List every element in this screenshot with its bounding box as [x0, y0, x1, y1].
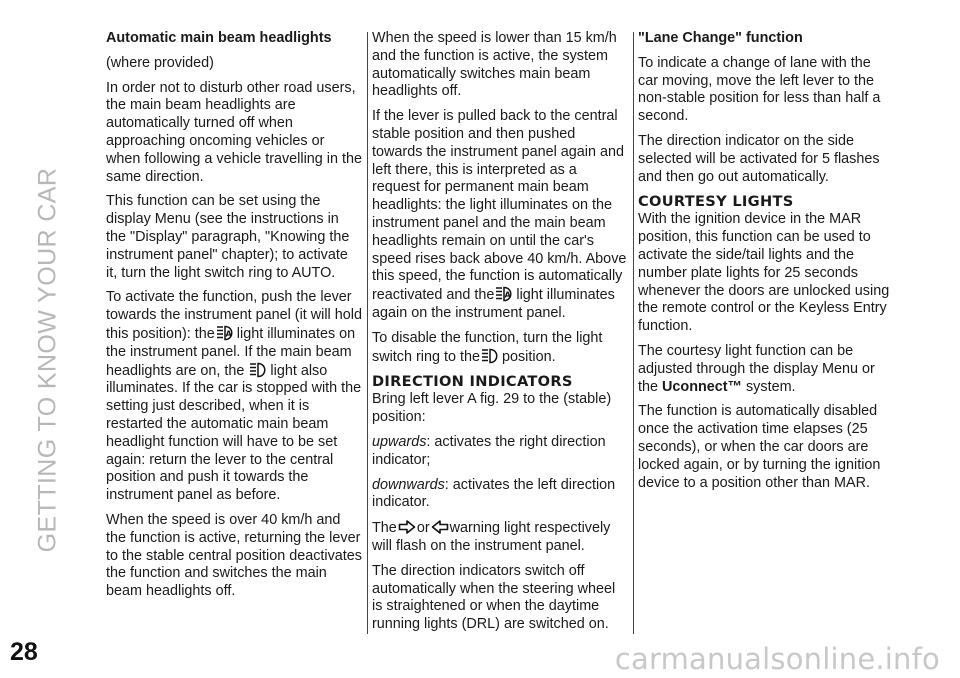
paragraph [638, 343, 894, 396]
paragraph: In order not to disturb other road users, the main beam headlights are automatically turned off when approaching oncoming vehicles or when following a vehicle travelling in the same direction. [106, 79, 362, 185]
paragraph: The direction indicators switch off automatically when the steering wheel is straightened or when the daytime running lights (DRL) are switched on. [372, 562, 616, 633]
chapter-side-label: GETTING TO KNOW YOUR CAR [33, 167, 62, 553]
text-run: light illuminates on the instrument panel. If the main beam headlights are on, the [106, 325, 356, 379]
text-run: If the lever is pulled back to the central stable position and then pushed towards the instrument panel again and left there, this is interpreted as a request for permanent main beam headlights: the light illuminates on the instrument panel and the main beam headlights remain on until the car's speed rises back above 40 km/h. Above this speed, the function is automatically reactivated and the [372, 108, 627, 304]
paragraph: Bring left lever A fig. 29 to the (stable) position: [372, 391, 612, 426]
heading-lane-change: "Lane Change" function [638, 30, 803, 46]
auto-main-beam-icon [216, 325, 236, 341]
text-run: light illuminates again on the instrument panel. [372, 287, 615, 321]
svg-text:A: A [504, 290, 512, 300]
label-downwards: downwards [372, 476, 445, 493]
text-run: To disable the function, turn the light switch ring to the [372, 329, 603, 365]
text-run: position. [501, 348, 556, 365]
text-run: or [416, 520, 430, 537]
paragraph [372, 477, 628, 513]
paragraph: With the ignition device in the MAR position, this function can be used to activate the side/tail lights and the number plate lights for 25 seconds whenever the doors are unlocked using the remote control or the Keyless Entry function. [638, 211, 890, 335]
page-number: 28 [10, 638, 38, 666]
column-divider-2 [633, 32, 634, 634]
paragraph: When the speed is over 40 km/h and the function is active, returning the lever to the stable central position deactivates the function and switches the main beam headlights off. [106, 511, 362, 600]
watermark: carmanualsonline.info [614, 642, 940, 676]
paragraph [372, 434, 628, 470]
paragraph: When the speed is lower than 15 km/h and the function is active, the system automatically switches main beam headlights off. [372, 30, 617, 100]
text-run: To activate the function, push the lever towards the instrument panel (it will hold this position): the [106, 289, 362, 342]
text-run: light also illuminates. If the car is stopped with the setting just described, when it is restarted the automatic main beam headlight function will have to be set again: return the lever to the central position and push it towards the instrument panel as before. [106, 362, 362, 504]
text-run: : activates the right direction indicator; [372, 433, 606, 468]
text-run: The [372, 520, 397, 537]
turn-right-arrow-icon [398, 519, 416, 535]
section-title-direction-indicators: DIRECTION INDICATORS [372, 373, 573, 391]
column-divider-1 [367, 32, 368, 634]
paragraph: The function is automatically disabled once the activation time elapses (25 seconds), or when the car doors are locked again, or by turning the ignition device to a position other than MAR. [638, 403, 881, 491]
paragraph: This function can be set using the display Menu (see the instructions in the "Display" paragraph, "Knowing the instrument panel" chapter); to activate it, turn the light switch ring to AUTO. [106, 193, 350, 281]
column-2 [372, 30, 628, 641]
uconnect-brand-text: Uconnect™ [662, 378, 742, 395]
section-title-courtesy-lights: COURTESY LIGHTS [638, 193, 794, 211]
text-run: warning light respectively will flash on the instrument panel. [372, 520, 611, 554]
column-3 [638, 30, 894, 499]
paragraph [372, 330, 628, 367]
paragraph [106, 289, 362, 505]
main-beam-icon [249, 362, 269, 378]
svg-text:A: A [225, 329, 232, 339]
text-run: system. [745, 378, 796, 395]
paragraph [372, 519, 628, 556]
column-1 [106, 30, 362, 608]
main-beam-icon [481, 348, 501, 364]
text-run: : activates the left direction indicator. [372, 476, 616, 511]
paragraph: (where provided) [106, 54, 214, 71]
paragraph: To indicate a change of lane with the car moving, move the left lever to the non-stable position for less than half a second. [638, 54, 881, 125]
paragraph: The direction indicator on the side selected will be activated for 5 flashes and then go out automatically. [638, 132, 880, 185]
heading-automatic-main-beam: Automatic main beam headlights [106, 30, 332, 46]
text-run: The courtesy light function can be adjusted through the display Menu or the [638, 342, 875, 395]
turn-left-arrow-icon [431, 519, 449, 535]
auto-main-beam-icon [495, 286, 515, 302]
label-upwards: upwards [372, 433, 427, 450]
paragraph [372, 108, 628, 323]
